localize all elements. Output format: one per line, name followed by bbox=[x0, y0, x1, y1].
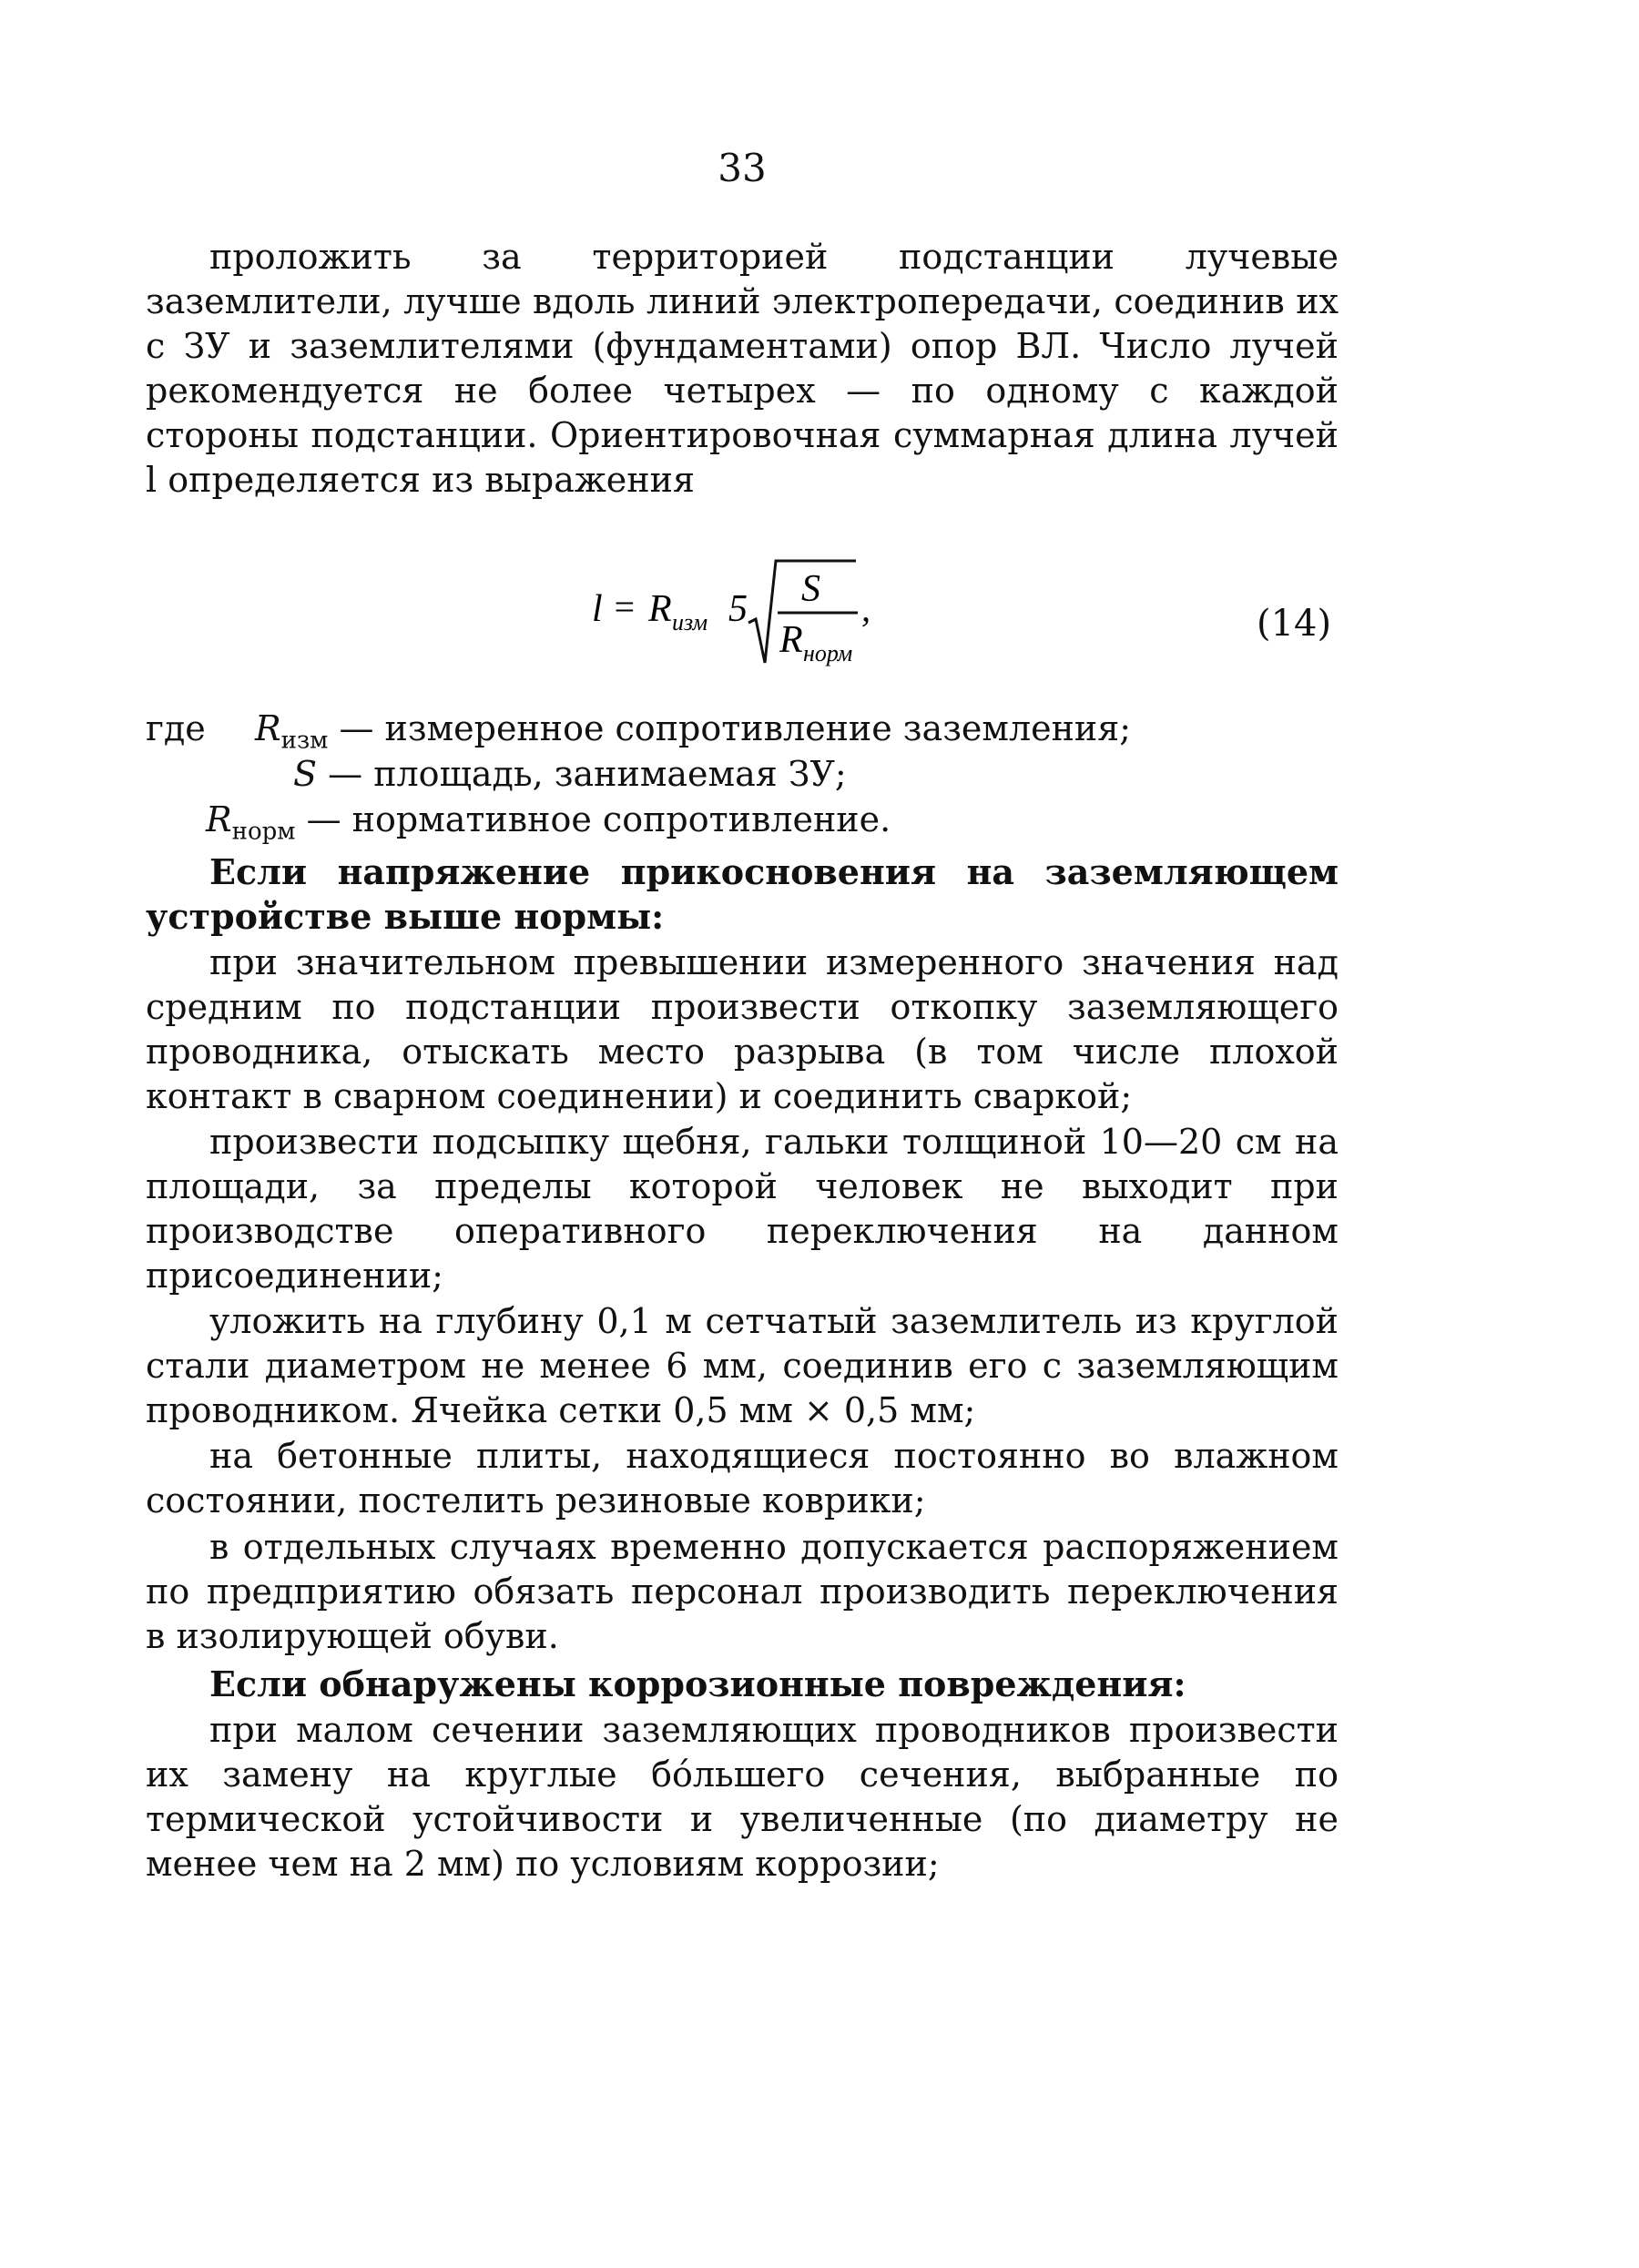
legend-symbol: R bbox=[254, 708, 281, 748]
list-item: произвести подсыпку щебня, гальки толщиной 10—20 см на площади, за пределы которой человек не выходит при производстве оперативного переключения на данном присоединении; bbox=[146, 1122, 1339, 1296]
formula-eq-sign: = bbox=[612, 586, 636, 627]
page-number: 33 bbox=[718, 146, 767, 190]
legend-text: — площадь, занимаемая ЗУ; bbox=[328, 754, 847, 794]
intro-paragraph: проложить за территорией подстанции лучевые заземлители, лучше вдоль линий электропередачи, соединив их с ЗУ и заземлителями (фундаментами) опор ВЛ. Число лучей рекомендуется не более четырех — по одному с каждой стороны подстанции. Ориентировочная суммарная длина лучей l определяется из выражения bbox=[146, 237, 1339, 500]
formula-den-symbol: R bbox=[779, 619, 803, 661]
list-item: в отдельных случаях временно допускается распоряжением по предприятию обязать персонал производить переключения в изолирующей обуви. bbox=[146, 1527, 1339, 1656]
formula-coef: 5 bbox=[728, 588, 748, 630]
legend-sub: норм bbox=[231, 818, 296, 846]
list-item: на бетонные плиты, находящиеся постоянно во влажном состоянии, постелить резиновые коврики; bbox=[146, 1436, 1339, 1520]
legend-symbol: R bbox=[206, 799, 232, 839]
legend-row-2 bbox=[293, 752, 847, 797]
formula-trailing-comma: , bbox=[861, 588, 870, 629]
formula-r-sub: изм bbox=[672, 609, 708, 636]
formula-numerator: S bbox=[801, 568, 820, 610]
formula-lhs: l bbox=[592, 588, 603, 630]
section-heading-corrosion: Если обнаружены коррозионные повреждения: bbox=[209, 1663, 1186, 1704]
formula-graphic bbox=[583, 546, 1129, 674]
legend-text: — измеренное сопротивление заземления; bbox=[339, 708, 1132, 748]
legend-text: — нормативное сопротивление. bbox=[306, 799, 891, 839]
legend-where: где bbox=[146, 708, 206, 748]
legend-symbol: S bbox=[293, 754, 318, 794]
list-item: при значительном превышении измеренного значения над средним по подстанции произвести откопку заземляющего проводника, отыскать место разрыва (в том числе плохой контакт в сварном соединении) и соединить сваркой; bbox=[146, 942, 1339, 1116]
formula-den-sub: норм bbox=[803, 640, 853, 666]
section-heading-touch-voltage: Если напряжение прикосновения на заземляющем устройстве выше нормы: bbox=[146, 851, 1339, 937]
list-item: уложить на глубину 0,1 м сетчатый заземлитель из круглой стали диаметром не менее 6 мм, соединив его с заземляющим проводником. Ячейка сетки 0,5 мм × 0,5 мм; bbox=[146, 1301, 1339, 1430]
legend-row-3 bbox=[206, 798, 891, 855]
legend-sub: изм bbox=[280, 727, 329, 755]
list-item: при малом сечении заземляющих проводников произвести их замену на круглые бóльшего сечения, выбранные по термической устойчивости и увеличенные (по диаметру не менее чем на 2 мм) по условиям коррозии; bbox=[146, 1710, 1339, 1884]
equation-number: (14) bbox=[1257, 603, 1332, 645]
formula-r-symbol: R bbox=[648, 588, 672, 630]
